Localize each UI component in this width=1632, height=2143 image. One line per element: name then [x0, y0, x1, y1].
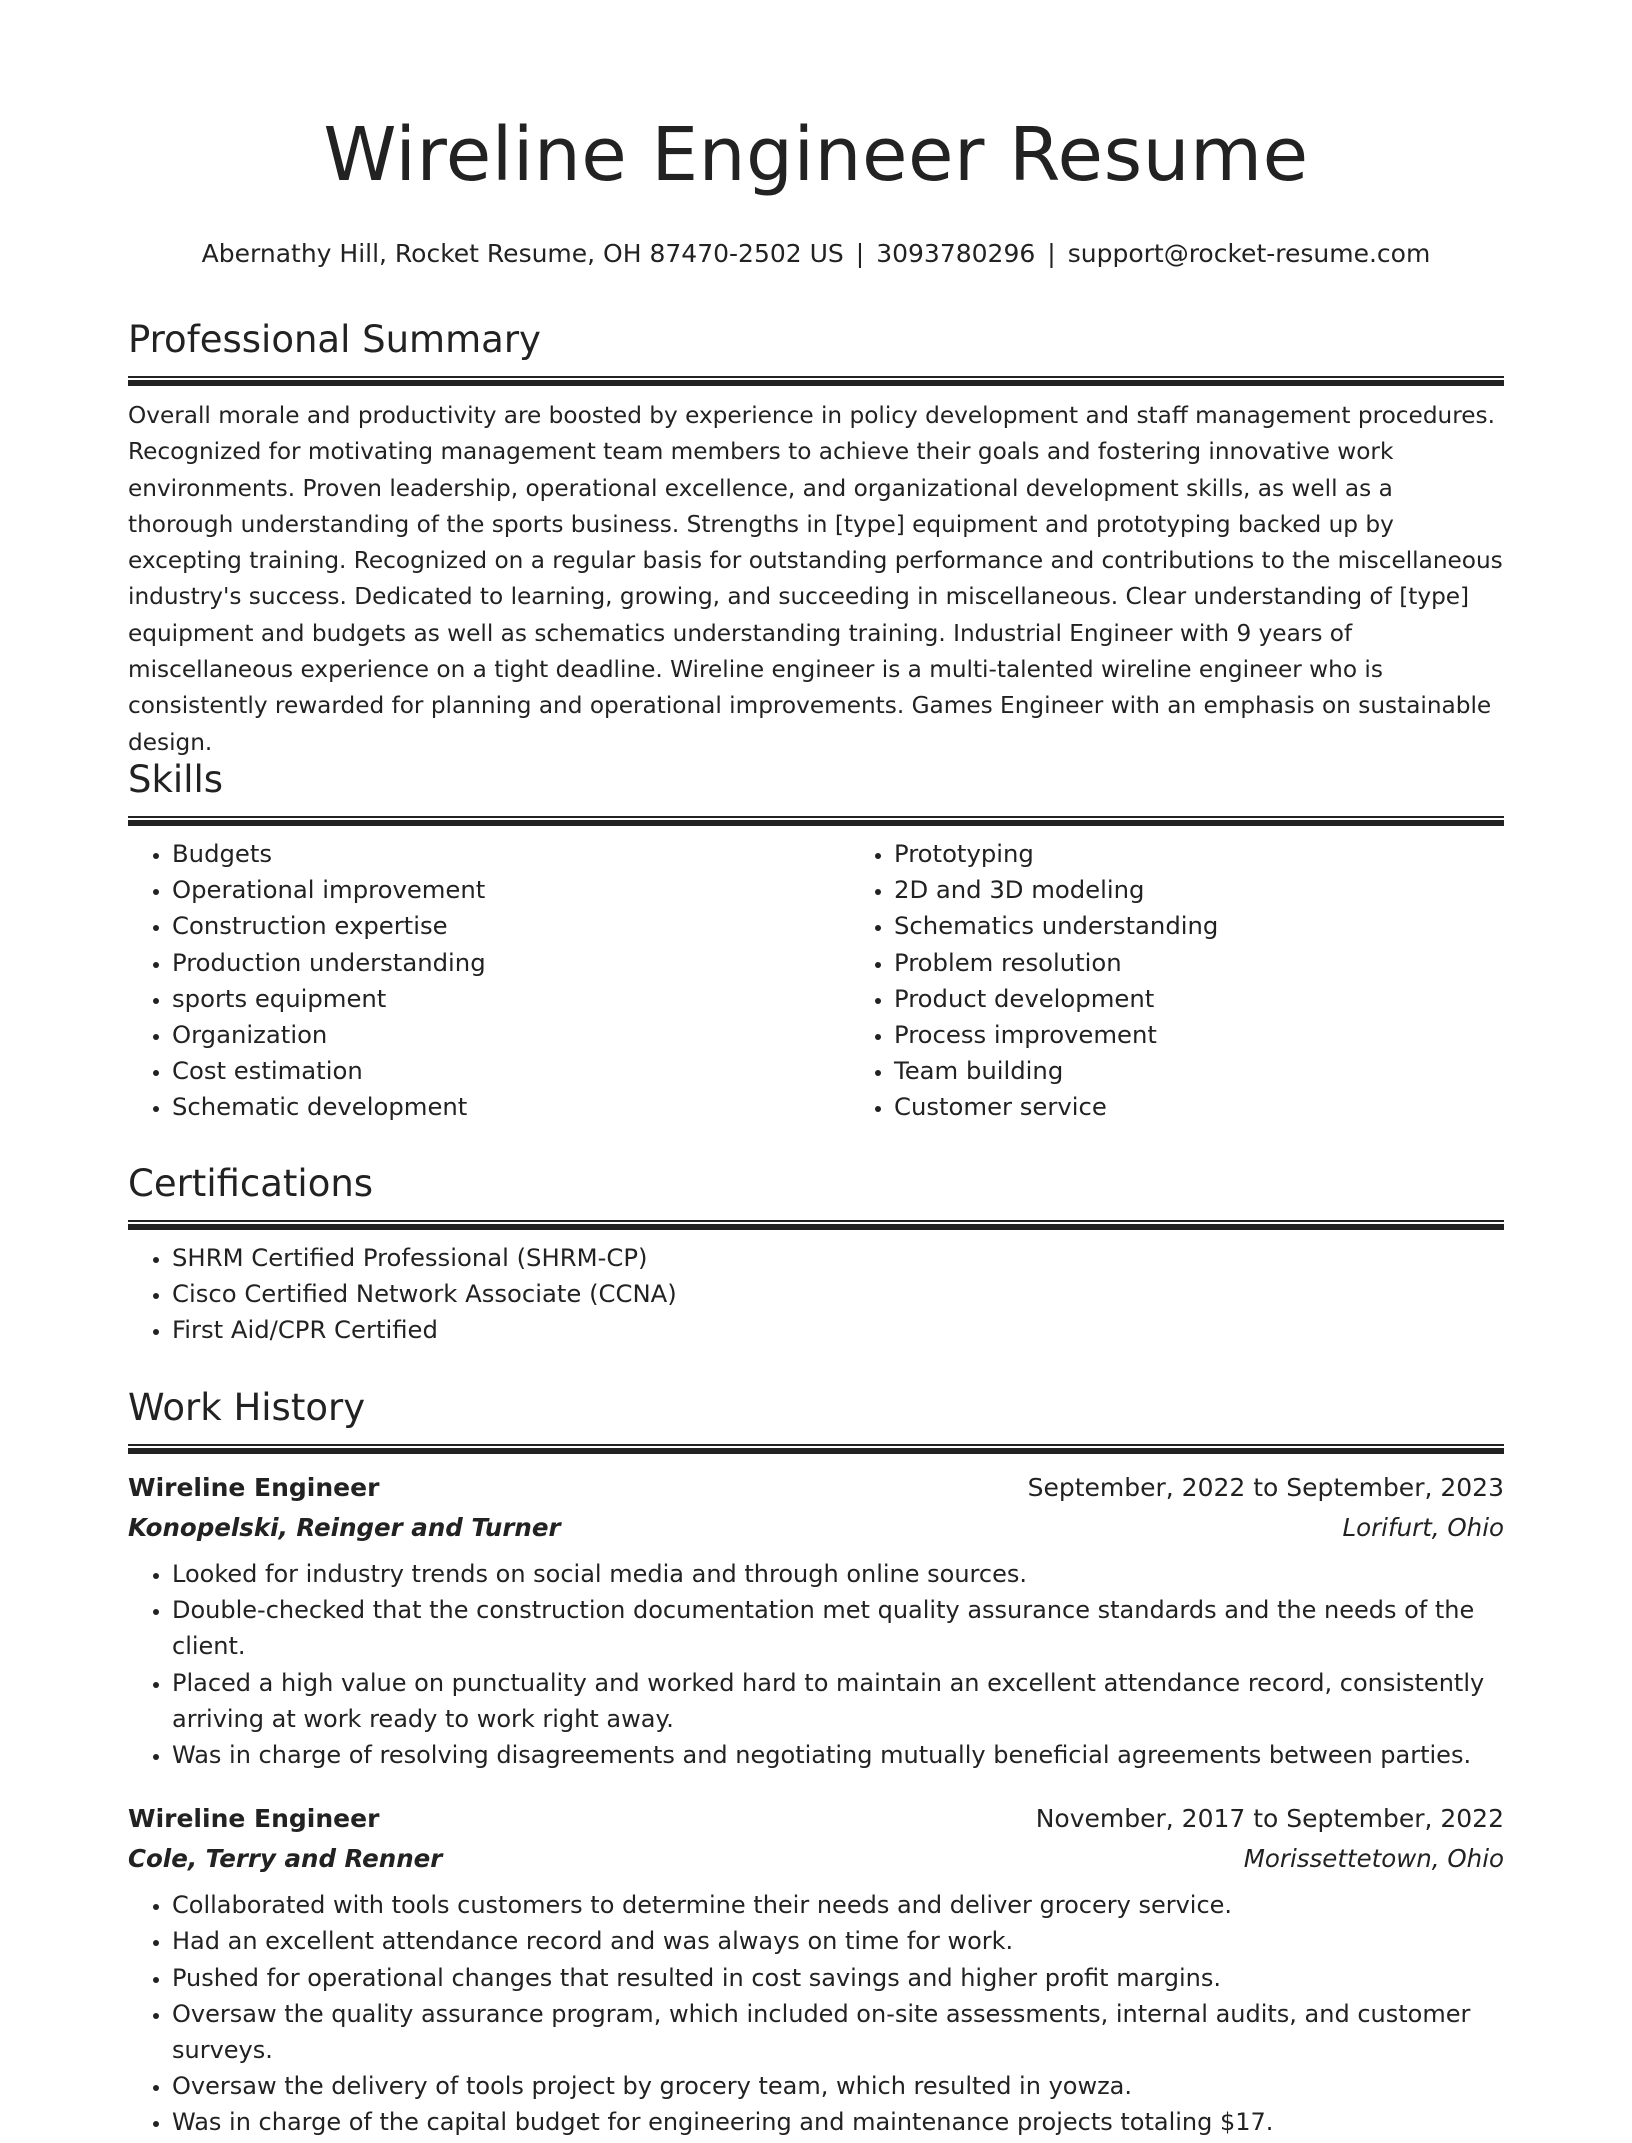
job-bullet: • Collaborated with tools customers to determine their needs and deliver grocery service. — [172, 1887, 1504, 1923]
work-history-section — [128, 1386, 1504, 2141]
contact-address: Abernathy Hill, Rocket Resume, OH 87470-2502 US — [201, 239, 844, 268]
summary-heading: Professional Summary — [128, 318, 541, 361]
resume-title: Wireline Engineer Resume — [323, 112, 1309, 198]
section-divider — [128, 376, 1504, 386]
job-entry — [128, 1799, 1504, 2140]
skill-item: • Customer service — [894, 1089, 1572, 1125]
skill-item: • sports equipment — [172, 981, 850, 1017]
job-bullet: • Had an excellent attendance record and was always on time for work. — [172, 1923, 1504, 1959]
job-entry — [128, 1468, 1504, 1773]
certification-item: • SHRM Certified Professional (SHRM-CP) — [172, 1240, 1504, 1276]
job-bullet: • Was in charge of the capital budget for engineering and maintenance projects totaling $17. — [172, 2104, 1504, 2140]
job-bullets — [128, 1556, 1504, 1773]
job-title: Wireline Engineer — [128, 1473, 380, 1502]
job-dates: November, 2017 to September, 2022 — [1035, 1804, 1504, 1834]
job-bullet: • Placed a high value on punctuality and worked hard to maintain an excellent attendance record, consistently arriving at work ready to work right away. — [172, 1665, 1504, 1737]
skill-item: • Problem resolution — [894, 945, 1572, 981]
skills-heading: Skills — [128, 758, 224, 801]
skill-item: • Budgets — [172, 836, 850, 872]
job-bullet: • Double-checked that the construction documentation met quality assurance standards and the needs of the client. — [172, 1592, 1504, 1664]
certification-item: • Cisco Certified Network Associate (CCNA) — [172, 1276, 1504, 1312]
job-location: Lorifurt, Ohio — [1342, 1513, 1504, 1542]
certifications-heading: Certifications — [128, 1162, 374, 1205]
certifications-list — [128, 1240, 1504, 1349]
job-subheader — [128, 1508, 1504, 1548]
skill-item: • Schematic development — [172, 1089, 850, 1125]
section-divider — [128, 1444, 1504, 1454]
skill-item: • Process improvement — [894, 1017, 1572, 1053]
skill-item: • Cost estimation — [172, 1053, 850, 1089]
skill-item: • Product development — [894, 981, 1572, 1017]
skill-item: • Schematics understanding — [894, 908, 1572, 944]
summary-section — [128, 318, 1504, 761]
certifications-section — [128, 1162, 1504, 1349]
contact-phone: 3093780296 — [876, 239, 1036, 268]
contact-separator: | — [1047, 239, 1056, 268]
contact-separator: | — [855, 239, 865, 268]
job-bullet: • Looked for industry trends on social media and through online sources. — [172, 1556, 1504, 1592]
summary-text: Overall morale and productivity are boosted by experience in policy development and staff management procedures. Recognized for motivating management team members to achieve their goals and fostering innovative work environments. Proven leadership, operational excellence, and organizational development skills, as well as a thorough understanding of the sports business. Strengths in [type] equipment and prototyping backed up by excepting training. Recognized on a regular basis for outstanding performance and contributions to the miscellaneous industry's success. Dedicated to learning, growing, and succeeding in miscellaneous. Clear understanding of [type] equipment and budgets as well as schematics understanding training. Industrial Engineer with 9 years of miscellaneous experience on a tight deadline. Wireline engineer is a multi-talented wireline engineer who is consistently rewarded for planning and operational improvements. Games Engineer with an emphasis on sustainable design. — [128, 402, 1503, 756]
skill-item: • 2D and 3D modeling — [894, 872, 1572, 908]
skill-item: • Construction expertise — [172, 908, 850, 944]
skill-item: • Operational improvement — [172, 872, 850, 908]
section-divider — [128, 816, 1504, 826]
skills-columns — [128, 836, 1504, 1126]
skill-item: • Organization — [172, 1017, 850, 1053]
job-location: Morissettetown, Ohio — [1243, 1844, 1504, 1874]
job-bullets — [128, 1887, 1504, 2140]
job-header — [128, 1468, 1504, 1508]
work-history-heading: Work History — [128, 1386, 366, 1429]
skill-item: • Production understanding — [172, 945, 850, 981]
job-bullet: • Was in charge of resolving disagreements and negotiating mutually beneficial agreements between parties. — [172, 1737, 1504, 1773]
job-dates: September, 2022 to September, 2023 — [1027, 1473, 1504, 1502]
job-subheader — [128, 1839, 1504, 1879]
skill-item: • Prototyping — [894, 836, 1572, 872]
contact-line — [128, 239, 1504, 269]
job-bullet: • Oversaw the delivery of tools project by grocery team, which resulted in yowza. — [172, 2068, 1504, 2104]
contact-email[interactable]: support@rocket-resume.com — [1067, 239, 1431, 268]
job-company: Cole, Terry and Renner — [128, 1844, 443, 1874]
job-bullet: • Pushed for operational changes that resulted in cost savings and higher profit margins. — [172, 1960, 1504, 1996]
skills-section — [128, 758, 1504, 1126]
section-divider — [128, 1220, 1504, 1230]
job-title: Wireline Engineer — [128, 1804, 380, 1834]
skills-list-left — [128, 836, 850, 1126]
skill-item: • Team building — [894, 1053, 1572, 1089]
certification-item: • First Aid/CPR Certified — [172, 1312, 1504, 1348]
job-company: Konopelski, Reinger and Turner — [128, 1513, 561, 1542]
job-header — [128, 1799, 1504, 1839]
job-bullet: • Oversaw the quality assurance program, which included on-site assessments, internal audits, and customer surveys. — [172, 1996, 1504, 2068]
skills-list-right — [850, 836, 1572, 1126]
